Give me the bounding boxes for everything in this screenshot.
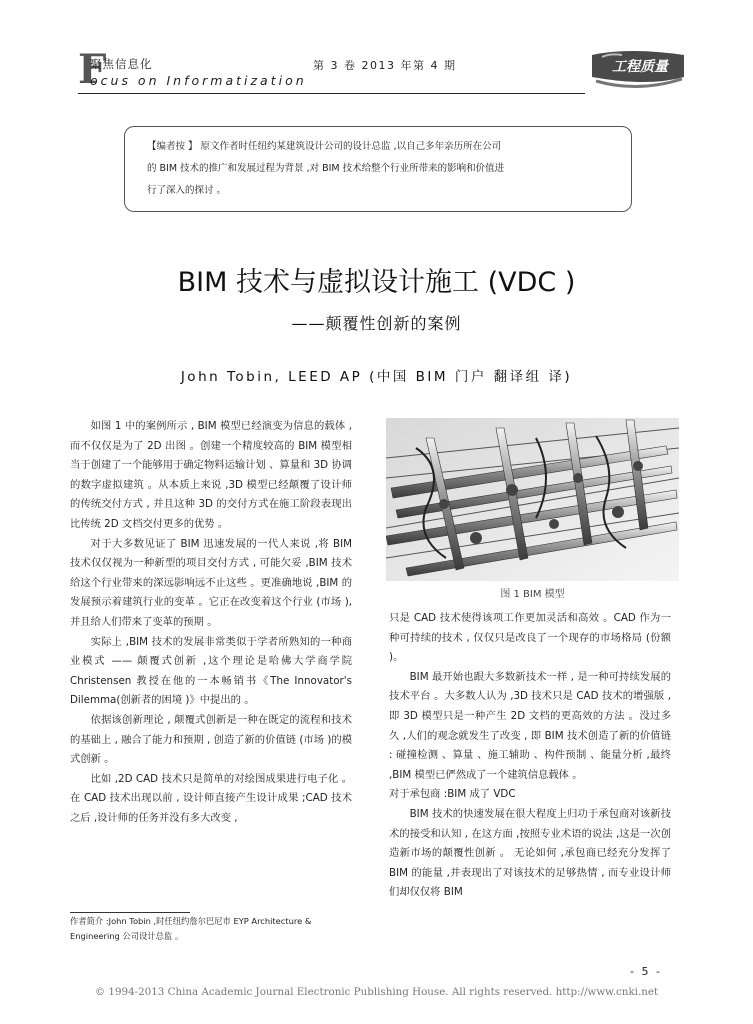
bim-model-figure-icon [386, 418, 679, 581]
body-paragraph: BIM 最开始也跟大多数新技术一样 , 是一种可持续发展的技术平台 。大多数人认为 ,3D 技术只是 CAD 技术的增强版 , 即 3D 模型只是一种产生 2D 文档的更高效的方法 。没过多久 ,人们的观念就发生了改变 , 即 BIM 技术创造了新的价值链 : 碰撞检测 、算量 、施工辅助 、构件预制 、能量分析 ,最终 ,BIM 模型已俨然成了一个建筑信息载体 。 [389, 670, 671, 781]
article-subtitle: ——颠覆性创新的案例 [291, 314, 462, 333]
header-rule [78, 93, 585, 94]
body-paragraph: 依据该创新理论 , 颠覆式创新是一种在既定的流程和技术的基础上 , 融合了能力和预期 , 创造了新的价值链 (市场 )的模式创新 。 [70, 713, 352, 766]
body-paragraph: 对于大多数见证了 BIM 迅速发展的一代人来说 ,将 BIM 技术仅仅视为一种新型的项目交付方式 , 可能欠妥 ,BIM 技术给这个行业带来的深远影响远不止这些 。更准确地说 ,BIM 的发展预示着建筑行业的变革 。它正在改变着这个行业 (市场 ),并且给人们带来了变革的预期 。 [70, 537, 352, 628]
body-paragraph: 如图 1 中的案例所示 , BIM 模型已经演变为信息的载体 ,而不仅仅是为了 2D 出图 。创建一个精度较高的 BIM 模型相当于创建了一个能够用于确定物料运输计划 、算量和 3D 协调的数字虚拟建筑 。从本质上来说 ,3D 模型已经颠覆了设计师的传统交付方式 , 并且这种 3D 的交付方式在施工阶段表现出比传统 2D 文档交付更多的优势 。 [70, 420, 352, 530]
section-heading: 对于承包商 :BIM 成了 VDC [389, 788, 516, 801]
author-footnote: 作者简介 :John Tobin ,时任纽约詹尔巴尼市 EYP Architecture & Engineering 公司设计总监 。 [70, 916, 312, 941]
article-author: John Tobin, LEED AP (中国 BIM 门户 翻译组 译) [180, 369, 573, 385]
logo-text: 工程质量 [612, 59, 668, 75]
editor-note-line: 的 BIM 技术的推广和发展过程为背景 ,对 BIM 技术给整个行业所带来的影响和价值进 [147, 163, 505, 174]
figure-caption: 图 1 BIM 模型 [500, 589, 565, 600]
footnote-rule [70, 912, 190, 913]
journal-initial-letter: F [78, 46, 107, 93]
body-paragraph: 实际上 ,BIM 技术的发展非常类似于学者所熟知的一种商业模式 —— 颠覆式创新 ,这个理论是哈佛大学商学院 Christensen 教授在他的一本畅销书《The Innovator's Dilemma(创新者的困境 )》中提出的 。 [70, 635, 352, 707]
article-title: BIM 技术与虚拟设计施工 (VDC ) [177, 267, 576, 298]
journal-column-name-en: ocus on Informatization [90, 73, 307, 88]
journal-column-name: 聚焦信息化 [90, 57, 153, 71]
body-paragraph: 比如 ,2D CAD 技术只是简单的对绘图成果进行电子化 。在 CAD 技术出现以前 , 设计师直接产生设计成果 ;CAD 技术之后 ,设计师的任务并没有多大改变 , [70, 772, 352, 824]
journal-volume-issue: 第 3 卷 2013 年第 4 期 [313, 59, 457, 72]
body-paragraph: 只是 CAD 技术使得该项工作更加灵活和高效 。CAD 作为一种可持续的技术 , 仅仅只是改良了一个现存的市场格局 (份额 )。 [389, 612, 671, 664]
page-number: - 5 - [630, 965, 662, 978]
left-text-column [70, 417, 352, 828]
editor-note-line: 行了深入的探讨 。 [147, 185, 227, 196]
copyright-footer: © 1994-2013 China Academic Journal Electronic Publishing House. All rights reserved. http://www.cnki.net [94, 986, 659, 998]
editor-note-line: 【编者按 】 原文作者时任纽约某建筑设计公司的设计总监 ,以自己多年亲历所在公司 [147, 141, 502, 152]
body-paragraph: BIM 技术的快速发展在很大程度上归功于承包商对该新技术的接受和认知 , 在这方面 ,按照专业术语的说法 ,这是一次创造新市场的颠覆性创新 。 无论如何 ,承包商已经充分发挥了 BIM 的能量 ,并表现出了对该技术的足够热情 , 而专业设计师们却仅仅将 BIM [389, 807, 671, 899]
journal-logo-icon [588, 47, 688, 91]
right-text-column [389, 609, 671, 903]
